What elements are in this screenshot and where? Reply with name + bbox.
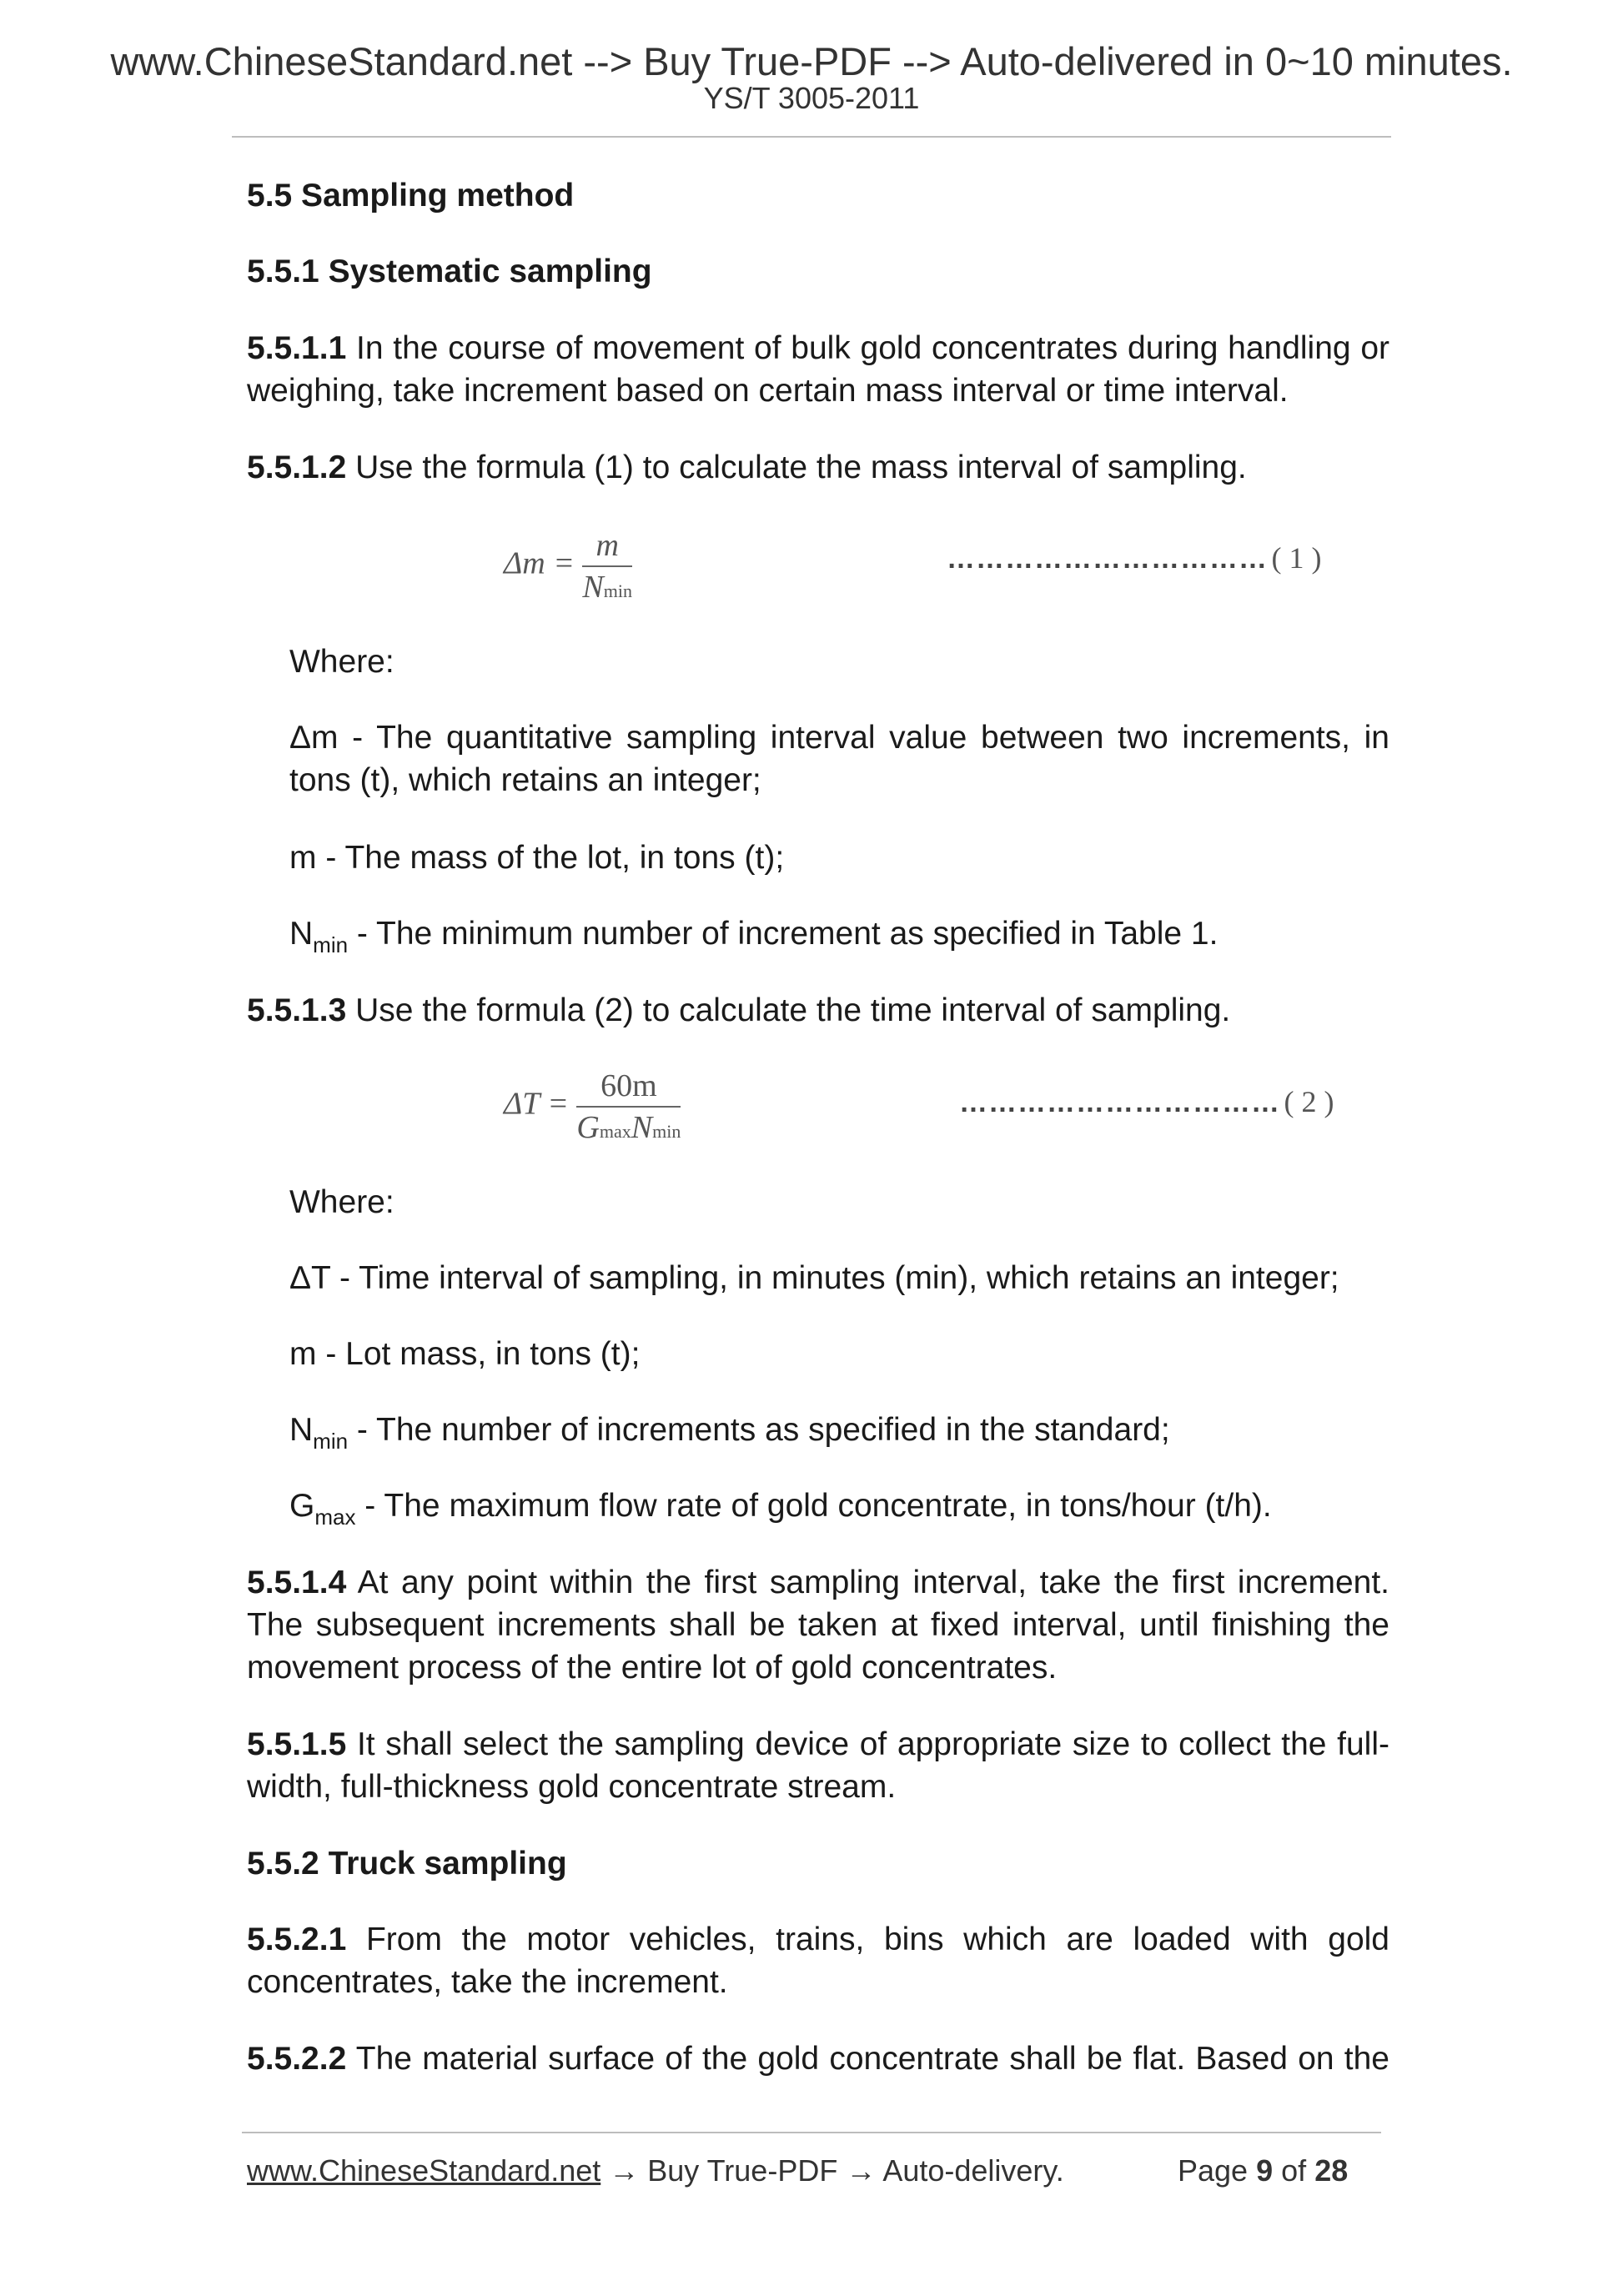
clause-number: 5.5.1.5 [247, 1726, 347, 1762]
definition-delta-m [289, 716, 1389, 801]
page-total: 28 [1314, 2153, 1349, 2188]
paragraph-line: The subsequent increments shall be taken at fixed interval, until finishing the [247, 1607, 1389, 1643]
clause-number: 5.5.2.1 [247, 1922, 347, 1957]
footer-text: → Buy True-PDF → Auto-delivery. [600, 2153, 1064, 2188]
formula-denominator: N [582, 570, 604, 605]
clause-number: 5.5.1.1 [247, 330, 347, 366]
paragraph-line: From the motor vehicles, trains, bins which are loaded with gold [365, 1922, 1389, 1957]
equation-number: ( 2 ) [1284, 1085, 1334, 1118]
definition-line: tons (t), which retains an integer; [289, 762, 761, 798]
paragraph-line: The material surface of the gold concentrate shall be flat. Based on the [355, 2041, 1389, 2077]
leader-dots: …………………………… [959, 1087, 1280, 1118]
paragraph-text: Use the formula (1) to calculate the mass interval of sampling. [355, 450, 1247, 485]
formula-subscript: max [599, 1121, 631, 1142]
formula-numerator: 60m [576, 1068, 681, 1108]
paragraph-line: weighing, take increment based on certain mass interval or time interval. [247, 373, 1289, 409]
footer-link[interactable]: www.ChineseStandard.net [247, 2153, 601, 2188]
paragraph-line: width, full-thickness gold concentrate stream. [247, 1769, 897, 1805]
definition-subscript: min [313, 1429, 349, 1454]
clause-number: 5.5.1.3 [247, 992, 347, 1028]
paragraph-5-5-1-1 [247, 327, 1389, 412]
page-number: 9 [1256, 2153, 1274, 2188]
definition-text: - The maximum flow rate of gold concentrate, in tons/hour (t/h). [355, 1488, 1272, 1524]
paragraph-line: It shall select the sampling device of appropriate size to collect the full- [356, 1726, 1389, 1762]
definition-text: - The number of increments as specified in the standard; [348, 1412, 1170, 1448]
paragraph-5-5-1-2 [247, 446, 1247, 489]
header-divider [232, 136, 1391, 138]
page-label: Page [1178, 2153, 1249, 2188]
definition-symbol: G [289, 1488, 315, 1524]
paragraph-line: movement process of the entire lot of gold concentrates. [247, 1650, 1058, 1686]
section-title-5-5-2: 5.5.2 Truck sampling [247, 1846, 567, 1882]
section-title-5-5: 5.5 Sampling method [247, 178, 575, 214]
leader-dots: …………………………… [947, 543, 1268, 575]
definition-symbol: N [289, 916, 314, 952]
formula-2-leader [959, 1084, 1334, 1119]
formula-subscript: min [603, 580, 632, 601]
definition-n-min [289, 912, 1218, 958]
definition-line: Δm - The quantitative sampling interval value between two increments, in [289, 720, 1389, 756]
paragraph-line: concentrates, take the increment. [247, 1964, 728, 2000]
formula-denominator-n: N [631, 1110, 653, 1145]
paragraph-5-5-2-2 [247, 2037, 1389, 2080]
definition-text: - The minimum number of increment as specified in Table 1. [348, 916, 1219, 952]
header-banner: www.ChineseStandard.net --> Buy True-PDF --> Auto-delivered in 0~10 minutes. [110, 39, 1513, 83]
paragraph-line: In the course of movement of bulk gold concentrates during handling or [356, 330, 1389, 366]
clause-number: 5.5.1.4 [247, 1565, 347, 1600]
section-title-5-5-1: 5.5.1 Systematic sampling [247, 254, 652, 289]
equation-number: ( 1 ) [1271, 541, 1322, 575]
definition-subscript: max [314, 1505, 356, 1530]
footer-divider [242, 2132, 1381, 2133]
definition-lot-mass: m - Lot mass, in tons (t); [289, 1336, 641, 1372]
paragraph-line: At any point within the first sampling interval, take the first increment. [357, 1565, 1389, 1600]
definition-g-max [289, 1485, 1272, 1530]
page-of-label: of [1281, 2153, 1307, 2188]
formula-2 [504, 1068, 681, 1146]
definition-symbol: N [289, 1412, 314, 1448]
formula-fraction [576, 1068, 681, 1146]
paragraph-5-5-1-3 [247, 989, 1230, 1032]
formula-lhs: ΔT = [504, 1086, 569, 1122]
definition-subscript: min [313, 932, 349, 957]
paragraph-5-5-1-5 [247, 1723, 1389, 1808]
definition-delta-t: ΔT - Time interval of sampling, in minutes (min), which retains an integer; [289, 1260, 1339, 1296]
formula-denominator-g: G [576, 1110, 600, 1145]
definition-m: m - The mass of the lot, in tons (t); [289, 840, 785, 876]
page-indicator [1178, 2153, 1349, 2188]
where-label-2: Where: [289, 1184, 394, 1220]
footer-left [247, 2153, 1064, 2188]
clause-number: 5.5.1.2 [247, 450, 347, 485]
paragraph-5-5-2-1 [247, 1918, 1389, 2003]
formula-1-leader [947, 540, 1321, 575]
clause-number: 5.5.2.2 [247, 2041, 347, 2077]
formula-subscript: min [652, 1121, 681, 1142]
standard-code: YS/T 3005-2011 [703, 81, 920, 115]
paragraph-5-5-1-4 [247, 1561, 1389, 1689]
formula-1 [504, 527, 632, 605]
definition-n-min-2 [289, 1409, 1170, 1454]
formula-lhs: Δm = [504, 545, 575, 581]
formula-fraction [582, 527, 632, 605]
formula-numerator: m [582, 527, 632, 567]
paragraph-text: Use the formula (2) to calculate the time interval of sampling. [355, 992, 1231, 1028]
where-label-1: Where: [289, 644, 394, 680]
